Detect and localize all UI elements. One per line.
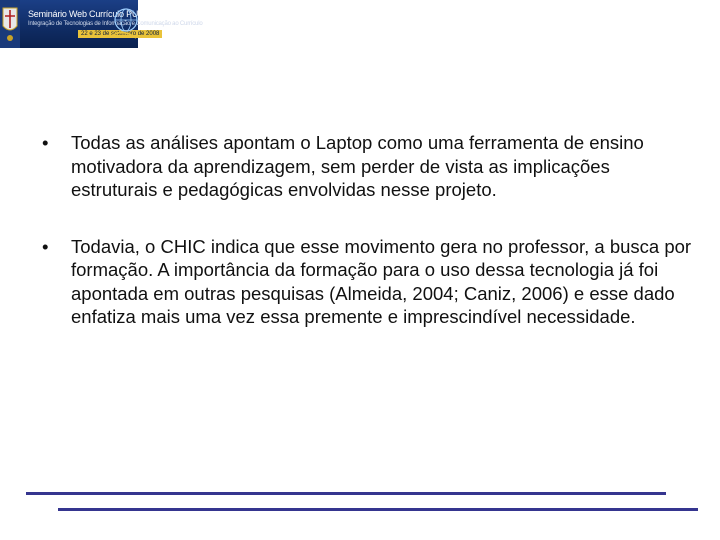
bullet-list [42, 131, 692, 329]
banner-title: Seminário Web Currículo PUC-SP [28, 9, 159, 19]
footer-rule-top [26, 492, 666, 495]
footer-rule-bottom [58, 508, 698, 511]
banner-date: 22 e 23 de setembro de 2008 [78, 30, 162, 38]
bullet-text: Todavia, o CHIC indica que esse movimento gera no professor, a busca por formação. A importância da formação para o uso dessa tecnologia já foi apontada em outras pesquisas (Almeida, 2004; Caniz, 2006) e esse dado enfatiza mais uma vez essa premente e imprescindível necessidade. [71, 235, 692, 327]
bullet-item [42, 235, 692, 329]
seminar-banner [0, 0, 203, 48]
banner-subtitle: Integração de Tecnologias de Informação e Comunicação ao Currículo [28, 21, 203, 27]
university-crest-icon [0, 0, 20, 48]
bullet-marker: • [42, 235, 49, 257]
globe-icon [108, 0, 138, 48]
bullet-text: Todas as análises apontam o Laptop como uma ferramenta de ensino motivadora da aprendizagem, sem perder de vista as implicações estruturais e pedagógicas envolvidas nesse projeto. [71, 132, 644, 200]
bullet-marker: • [42, 132, 49, 153]
bullet-item [42, 131, 692, 202]
